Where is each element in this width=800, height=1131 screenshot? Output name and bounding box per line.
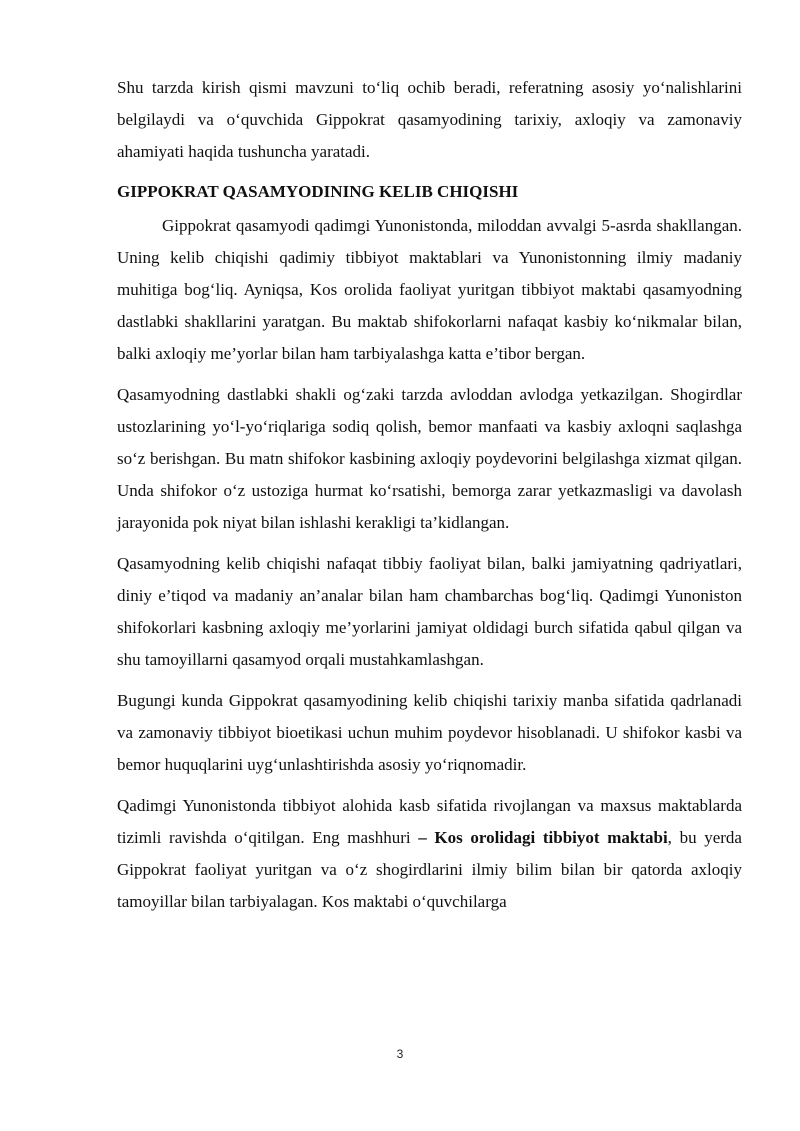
paragraph-kos-school-text: Qadimgi Yunonistonda tibbiyot alohida kasb sifatida rivojlangan va maxsus maktablarda tizimli ravishda o‘qitilgan. Eng mashhuri xyxy=(117,796,742,847)
paragraph-society-values: Qasamyodning kelib chiqishi nafaqat tibbiy faoliyat bilan, balki jamiyatning qadriyatlari, diniy e’tiqod va madaniy an’analar bilan ham chambarchas bog‘liq. Qadimgi Yunoniston shifokorlari kasbning axloqiy me’yorlarini jamiyat oldidagi burch sifatida qabul qilgan va shu tamoyillarni qasamyod orqali mustahkamlashgan. xyxy=(117,554,742,669)
paragraph-modern-significance: Bugungi kunda Gippokrat qasamyodining kelib chiqishi tarixiy manba sifatida qadrlanadi va zamonaviy tibbiyot bioetikasi uchun muhim poydevor hisoblanadi. U shifokor kasbi va bemor huquqlarini uyg‘unlashtirishda asosiy yo‘riqnomadir. xyxy=(117,691,742,774)
paragraph-kos-school xyxy=(117,790,742,918)
paragraph-oral-form: Qasamyodning dastlabki shakli og‘zaki tarzda avloddan avlodga yetkazilgan. Shogirdlar ustozlarining yo‘l-yo‘riqlariga sodiq qolish, bemor manfaati va kasbiy axloqni saqlashga so‘z berishgan. Bu matn shifokor kasbining axloqiy poydevorini belgilashga xizmat qilgan. Unda shifokor o‘z ustoziga hurmat ko‘rsatishi, bemorga zarar yetkazmasligi va davolash jarayonida pok niyat bilan ishlashi kerakligi ta’kidlangan. xyxy=(117,385,742,532)
page-number: 3 xyxy=(396,1047,404,1061)
intro-paragraph: Shu tarzda kirish qismi mavzuni to‘liq ochib beradi, referatning asosiy yo‘nalishlarini belgilaydi va o‘quvchida Gippokrat qasamyodining tarixiy, axloqiy va zamonaviy ahamiyati haqida tushuncha yaratadi. xyxy=(117,78,742,161)
section-heading: GIPPOKRAT QASAMYODINING KELIB CHIQISHI xyxy=(117,182,519,201)
paragraph-origin: Gippokrat qasamyodi qadimgi Yunonistonda, miloddan avvalgi 5-asrda shakllangan. Uning kelib chiqishi qadimiy tibbiyot maktablari va Yunonistonning ilmiy madaniy muhitiga bog‘liq. Ayniqsa, Kos orolida faoliyat yuritgan tibbiyot maktabi qasamyodning dastlabki shakllarini yaratgan. Bu maktab shifokorlarni nafaqat kasbiy ko‘nikmalar bilan, balki axloqiy me’yorlar bilan ham tarbiyalashga katta e’tibor bergan. xyxy=(117,216,742,363)
document-page xyxy=(117,72,742,918)
paragraph-kos-school-continuation: , bu yerda Gippokrat faoliyat yuritgan va o‘z shogirdlarini ilmiy bilim bilan bir qatorda axloqiy tamoyillar bilan tarbiyalagan. Kos maktabi o‘quvchilarga xyxy=(117,828,742,911)
kos-school-emphasis: – Kos orolidagi tibbiyot maktabi xyxy=(418,828,668,847)
